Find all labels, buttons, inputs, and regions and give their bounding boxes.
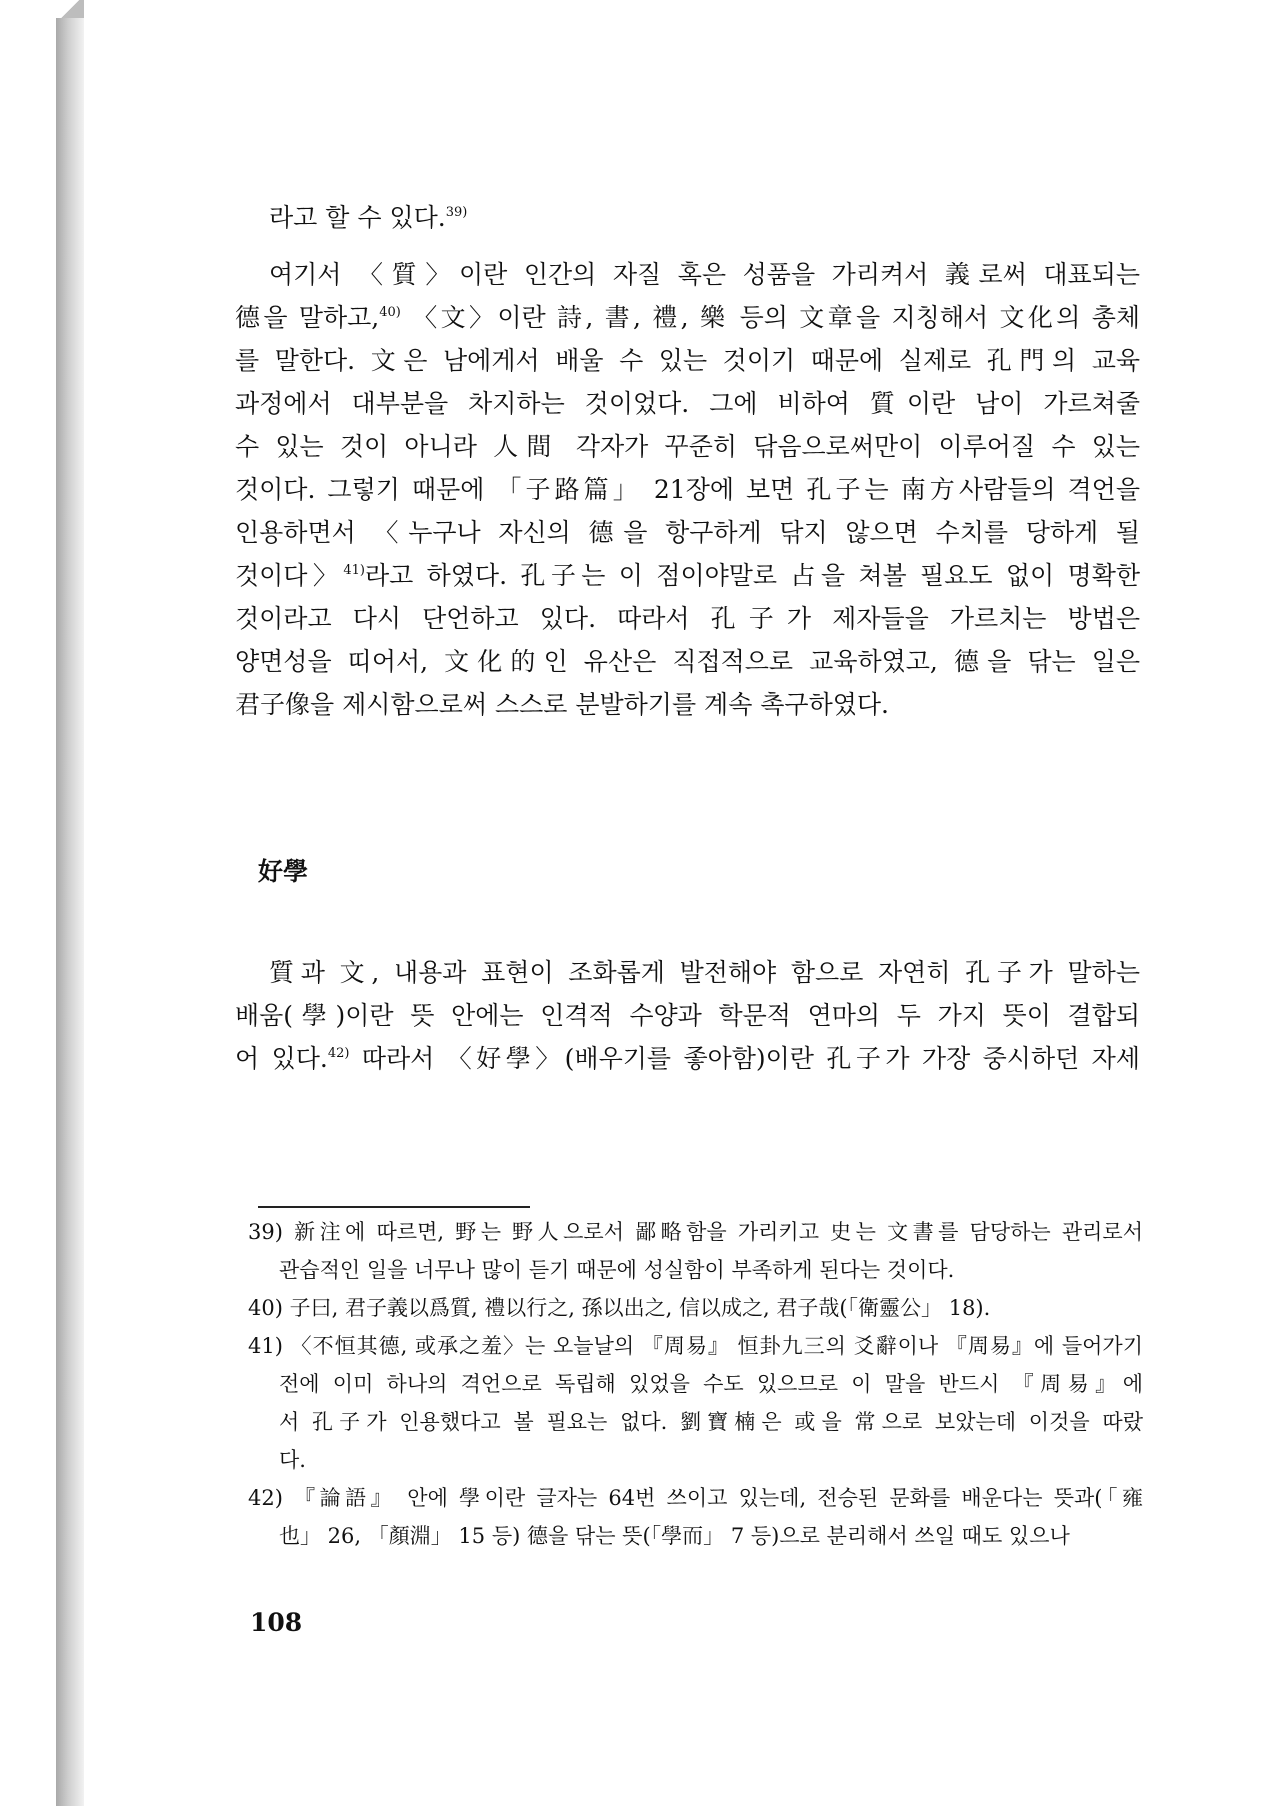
paragraph-2 bbox=[235, 951, 1140, 1080]
paragraph-line: 수 있는 것이 아니라 人間 각자가 꾸준히 닦음으로써만이 이루어질 수 있는 bbox=[235, 432, 1140, 461]
footnote-ref-42[interactable]: 42) bbox=[327, 1046, 350, 1061]
footnote-39-cont: 관습적인 일을 너무나 많이 듣기 때문에 성실함이 부족하게 된다는 것이다. bbox=[279, 1258, 955, 1282]
footnote-41-cont: 다. bbox=[279, 1448, 306, 1472]
page-edge-shadow bbox=[56, 0, 84, 1806]
paragraph-line: 質과 文, 내용과 표현이 조화롭게 발전해야 함으로 자연히 孔子가 말하는 bbox=[269, 958, 1140, 987]
paragraph-line: 것이다〉$^{41)}$라고 하였다. 孔子는 이 점이야말로 占을 쳐볼 필요도 없이 명확한 bbox=[235, 561, 1141, 590]
paragraph-line: 배움(學)이란 뜻 안에는 인격적 수양과 학문적 연마의 두 가지 뜻이 결합되 bbox=[235, 1001, 1140, 1030]
paragraph-line: 어 있다.$^{42)}$ 따라서 〈好學〉(배우기를 좋아함)이란 孔子가 가장 중시하던 자세 bbox=[235, 1044, 1140, 1073]
footnote-41: 41) 〈不恒其德, 或承之羞〉는 오늘날의 『周易』 恒卦九三의 爻辭이나 『周易』에 들어가기 bbox=[248, 1334, 1143, 1358]
paragraph-line: 君子像을 제시함으로써 스스로 분발하기를 계속 촉구하였다. bbox=[235, 690, 889, 719]
footnote-ref-41[interactable]: 41) bbox=[343, 563, 365, 578]
footnote-42-cont: 也」 26, 「顏淵」 15 등) 德을 닦는 뜻(「學而」 7 등)으로 분리해서 쓰일 때도 있으나 bbox=[279, 1524, 1070, 1548]
footnote-separator bbox=[258, 1206, 530, 1208]
paragraph-1 bbox=[235, 253, 1140, 726]
footnote-40: 40) 子曰, 君子義以爲質, 禮以行之, 孫以出之, 信以成之, 君子哉(「衛靈公」 18). bbox=[248, 1296, 991, 1320]
paragraph-line: 여기서 〈質〉이란 인간의 자질 혹은 성품을 가리켜서 義로써 대표되는 bbox=[269, 260, 1140, 289]
footnote-41-cont: 전에 이미 하나의 격언으로 독립해 있었을 수도 있으므로 이 말을 반드시 『周易』에 bbox=[279, 1372, 1143, 1396]
paragraph-line: 를 말한다. 文은 남에게서 배울 수 있는 것이기 때문에 실제로 孔門의 교육 bbox=[235, 346, 1140, 375]
footnote-ref-40[interactable]: 40) bbox=[379, 305, 401, 320]
footnote-42: 42) 『論語』 안에 學이란 글자는 64번 쓰이고 있는데, 전승된 문화를 배운다는 뜻과(「雍 bbox=[248, 1486, 1143, 1510]
paragraph-line: 인용하면서 〈누구나 자신의 德을 항구하게 닦지 않으면 수치를 당하게 될 bbox=[235, 518, 1140, 547]
paragraph-line: 과정에서 대부분을 차지하는 것이었다. 그에 비하여 質이란 남이 가르쳐줄 bbox=[235, 389, 1140, 418]
continuation-line: 라고 할 수 있다.$^{39)}$ bbox=[269, 203, 468, 232]
paragraph-line: 德을 말하고,$^{40)}$ 〈文〉이란 詩, 書, 禮, 樂 등의 文章을 지칭해서 文化의 총체 bbox=[235, 303, 1140, 332]
paragraph-line: 양면성을 띠어서, 文化的인 유산은 직접적으로 교육하였고, 德을 닦는 일은 bbox=[235, 647, 1140, 676]
footnote-41-cont: 서 孔子가 인용했다고 볼 필요는 없다. 劉寶楠은 或을 常으로 보았는데 이것을 따랐 bbox=[279, 1410, 1143, 1434]
page-number: 108 bbox=[250, 1608, 303, 1637]
footnotes bbox=[248, 1213, 1143, 1555]
page-corner bbox=[56, 0, 84, 18]
section-heading: 好學 bbox=[258, 857, 309, 886]
paragraph-line: 것이다. 그렇기 때문에 「子路篇」 21장에 보면 孔子는 南方사람들의 격언을 bbox=[235, 475, 1140, 504]
footnote-39: 39) 新注에 따르면, 野는 野人으로서 鄙略함을 가리키고 史는 文書를 담당하는 관리로서 bbox=[248, 1220, 1143, 1244]
paragraph-line: 것이라고 다시 단언하고 있다. 따라서 孔子가 제자들을 가르치는 방법은 bbox=[235, 604, 1140, 633]
footnote-ref-39[interactable]: 39) bbox=[445, 205, 468, 220]
